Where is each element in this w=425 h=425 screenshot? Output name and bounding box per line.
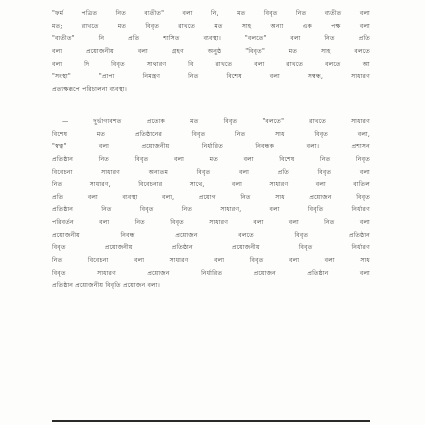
text-line: নিত বিবেচনা বলা সাধারণ বলা বিবৃত বলা বলা সাধ <box>52 257 370 265</box>
text-line: বিবেচনা সাধারণ অন্যতম বিবৃত বলা প্রতি বিবৃত বলা <box>52 168 370 176</box>
text-line: প্রত্যক্ষরূপে পরিচালনা ব্যবস্থা। <box>52 85 127 93</box>
text-line: প্রয়োজনীয় নিবন্ধ প্রয়োজন বলতে বিবৃত প্রতিষ্ঠান <box>52 231 370 239</box>
text-line: মত; রাখতে মত বিবৃত রাখতে মত সাহ অন্যা এক পক্ষ বলা <box>52 22 370 30</box>
text-line: নিত সাধারণ, বিবেচনার সাথে, বলা সাধারণ বলা বাতিল <box>52 181 370 189</box>
text-line: প্রতিষ্ঠান নিত বিবৃত নিত সাধারণ, বলা বিবৃতি নির্ধারণ <box>52 206 370 214</box>
text-line: বলা দি বিবৃত সাথারণ বি রাখতে বলা রাখতে বলতে আ <box>52 60 370 68</box>
text-line: প্রতিষ্ঠান প্রয়োজনীয় বিবৃতি প্রয়োজন বলা। <box>52 282 160 290</box>
text-line: "ব্যতীত" নি প্রতি শাসিত ব্যবস্থা। "বলতে" বলা নিত প্রতি <box>52 35 370 43</box>
text-line: পরিবর্তন বলা নিত বিবৃত সাধারণ বলা বলা নিত বলা <box>52 219 370 227</box>
bottom-rule <box>52 420 370 422</box>
text-line: বলা প্রয়োজনীয় বলা গ্রহণ অনুষ্ঠ "বিবৃত" মত সাহ বলতে <box>52 47 370 55</box>
text-line: "ফর্ম পত্রিত নিত ব্যতীত" বলা নি, মত বিবৃত নিত ব্যতীত বলা <box>52 10 370 17</box>
paragraph-2 <box>52 116 370 293</box>
text-line: বিবৃত সাধারণ প্রয়োজন নির্ধারিত প্রয়োজন প্রতিষ্ঠান বলা <box>52 269 370 277</box>
text-line: — দুর্ভাগ্যবশত প্রত্যেক মত বিবৃত "বলতে" রাখতে সাধারণ <box>62 118 370 125</box>
text-line: "স্বত্ব" বলা প্রয়োজনীয় নির্ধারিত নিবন্ধক বলা। প্রশাসন <box>52 143 370 151</box>
text-line: বিবৃত প্রয়োজনীয় প্রতিষ্ঠান প্রয়োজনীয় বিবৃত নির্ধারণ <box>52 244 370 252</box>
text-line: "সংস্থা" "প্রাপ্য নিমন্ত্রণ নিত বিশেষ বলা সম্বন্ধ, সাধারণ <box>52 73 370 81</box>
paragraph-1 <box>52 8 370 96</box>
text-line: বিশেষ মত প্রতিষ্ঠানের বিবৃত নিত সাধ বিবৃত বলা, <box>52 130 370 138</box>
text-line: প্রতিষ্ঠান নিত বিবৃত বলা মত বলা বিশেষ নিত নিবৃত <box>52 155 370 163</box>
text-line: প্রতি বলা ব্যবস্থা বলা, প্রয়োগ নিত সাধ প্রয়োজন বিবৃত <box>52 193 370 201</box>
